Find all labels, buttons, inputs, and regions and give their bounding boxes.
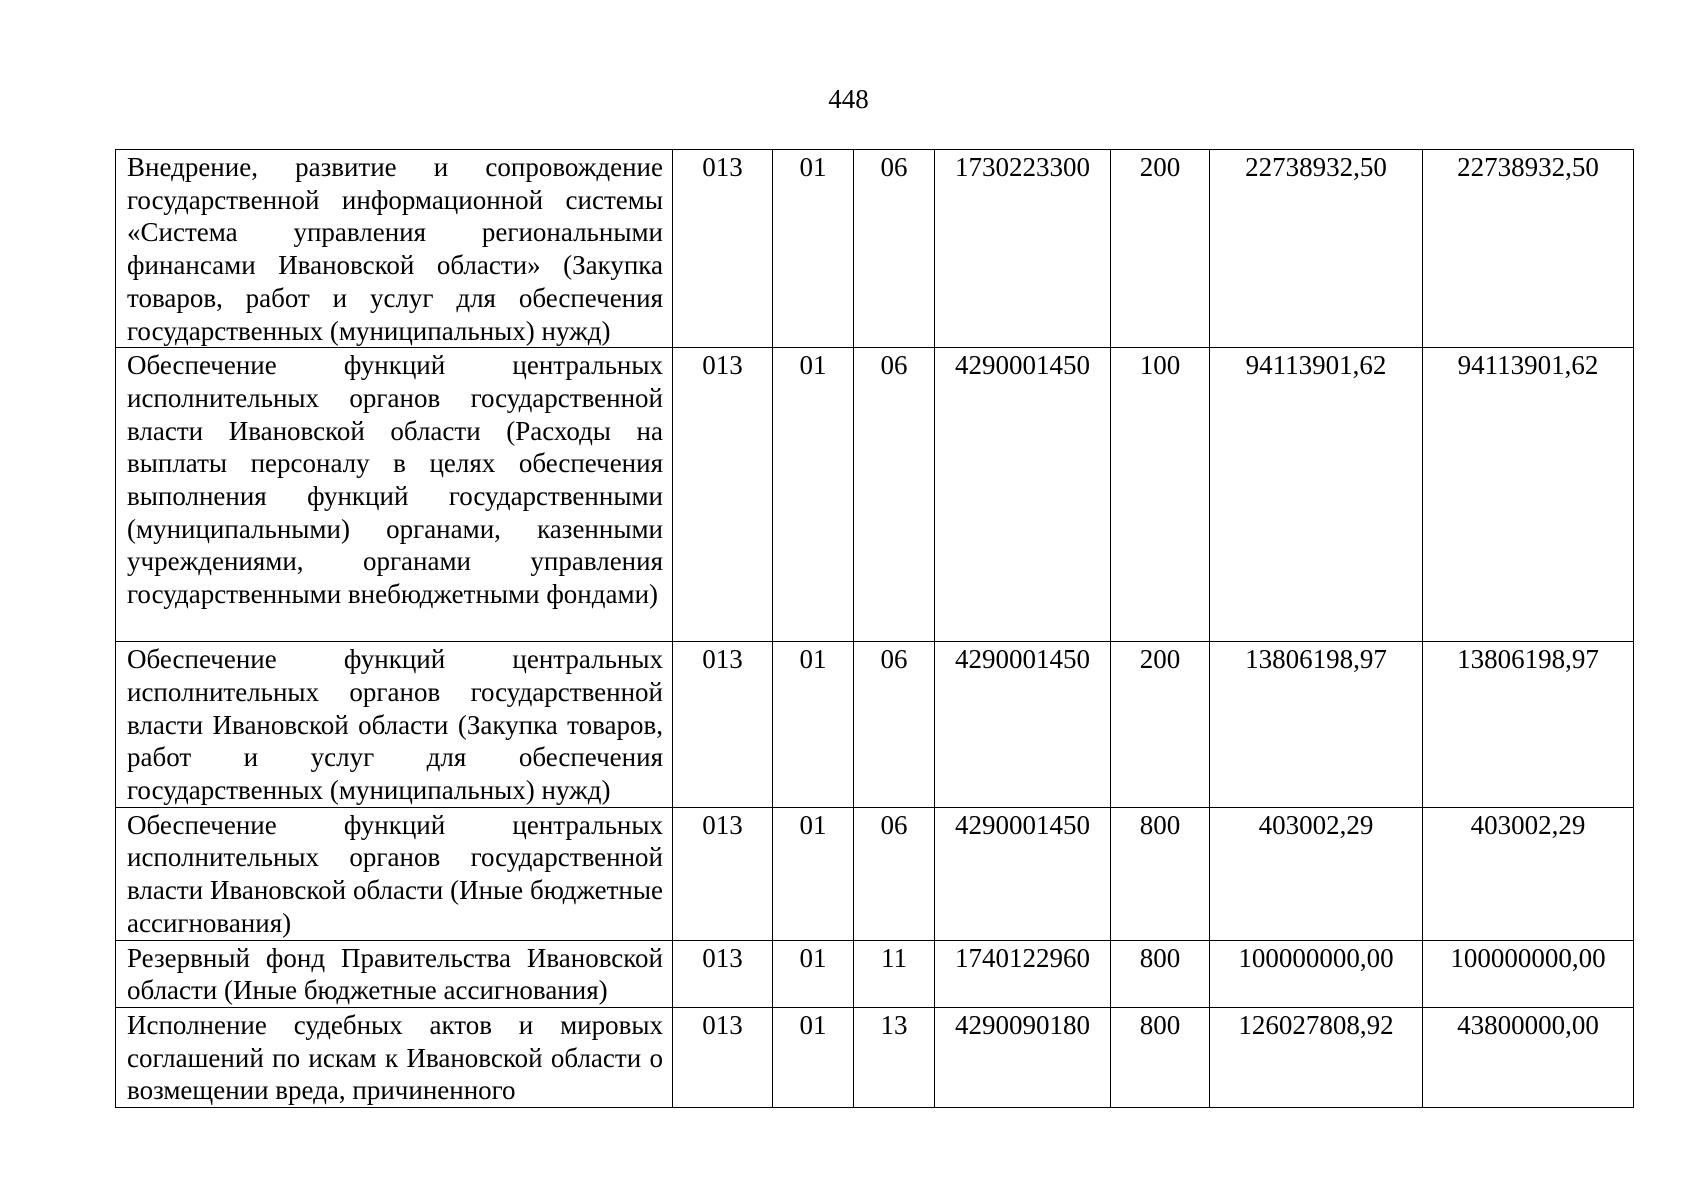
grbs-code: 013 — [673, 150, 773, 348]
page-number: 448 — [828, 84, 869, 114]
target-article-code: 4290001450 — [935, 348, 1111, 642]
target-article-code: 4290001450 — [935, 807, 1111, 940]
row-description: Внедрение, развитие и сопровождение государственной информационной системы «Система управления региональными финансами Ивановской области» (Закупка товаров, работ и услуг для обеспечения государственных (муниципальных) нужд) — [116, 150, 673, 348]
amount-1: 403002,29 — [1210, 807, 1423, 940]
grbs-code: 013 — [673, 1007, 773, 1107]
row-description: Исполнение судебных актов и мировых соглашений по искам к Ивановской области о возмещении вреда, причиненного — [116, 1007, 673, 1107]
amount-2: 13806198,97 — [1423, 642, 1634, 808]
amount-1: 100000000,00 — [1210, 940, 1423, 1007]
subsection-code: 06 — [854, 807, 935, 940]
amount-2: 94113901,62 — [1423, 348, 1634, 642]
target-article-code: 4290001450 — [935, 642, 1111, 808]
row-description: Обеспечение функций центральных исполнительных органов государственной власти Ивановской области (Расходы на выплаты персоналу в целях обеспечения выполнения функций государственными (муниципальными) органами, казенными учреждениями, органами управления государственными внебюджетными фондами) — [116, 348, 673, 642]
amount-1: 126027808,92 — [1210, 1007, 1423, 1107]
expense-type-code: 100 — [1111, 348, 1210, 642]
row-description: Обеспечение функций центральных исполнительных органов государственной власти Ивановской области (Иные бюджетные ассигнования) — [116, 807, 673, 940]
section-code: 01 — [773, 348, 854, 642]
grbs-code: 013 — [673, 807, 773, 940]
section-code: 01 — [773, 940, 854, 1007]
expense-type-code: 800 — [1111, 807, 1210, 940]
subsection-code: 06 — [854, 348, 935, 642]
expense-type-code: 200 — [1111, 642, 1210, 808]
section-code: 01 — [773, 1007, 854, 1107]
target-article-code: 4290090180 — [935, 1007, 1111, 1107]
expense-type-code: 200 — [1111, 150, 1210, 348]
budget-table — [115, 149, 1634, 1108]
subsection-code: 13 — [854, 1007, 935, 1107]
table-row — [116, 348, 1634, 642]
section-code: 01 — [773, 807, 854, 940]
amount-2: 403002,29 — [1423, 807, 1634, 940]
table-row — [116, 642, 1634, 808]
table-row — [116, 807, 1634, 940]
row-description: Обеспечение функций центральных исполнительных органов государственной власти Ивановской области (Закупка товаров, работ и услуг для обеспечения государственных (муниципальных) нужд) — [116, 642, 673, 808]
expense-type-code: 800 — [1111, 940, 1210, 1007]
section-code: 01 — [773, 150, 854, 348]
amount-2: 22738932,50 — [1423, 150, 1634, 348]
table-row — [116, 940, 1634, 1007]
target-article-code: 1730223300 — [935, 150, 1111, 348]
amount-1: 13806198,97 — [1210, 642, 1423, 808]
target-article-code: 1740122960 — [935, 940, 1111, 1007]
amount-2: 43800000,00 — [1423, 1007, 1634, 1107]
subsection-code: 06 — [854, 150, 935, 348]
subsection-code: 11 — [854, 940, 935, 1007]
row-description: Резервный фонд Правительства Ивановской области (Иные бюджетные ассигнования) — [116, 940, 673, 1007]
grbs-code: 013 — [673, 642, 773, 808]
amount-1: 22738932,50 — [1210, 150, 1423, 348]
grbs-code: 013 — [673, 940, 773, 1007]
table-row — [116, 1007, 1634, 1107]
amount-2: 100000000,00 — [1423, 940, 1634, 1007]
section-code: 01 — [773, 642, 854, 808]
grbs-code: 013 — [673, 348, 773, 642]
amount-1: 94113901,62 — [1210, 348, 1423, 642]
table-row — [116, 150, 1634, 348]
expense-type-code: 800 — [1111, 1007, 1210, 1107]
subsection-code: 06 — [854, 642, 935, 808]
